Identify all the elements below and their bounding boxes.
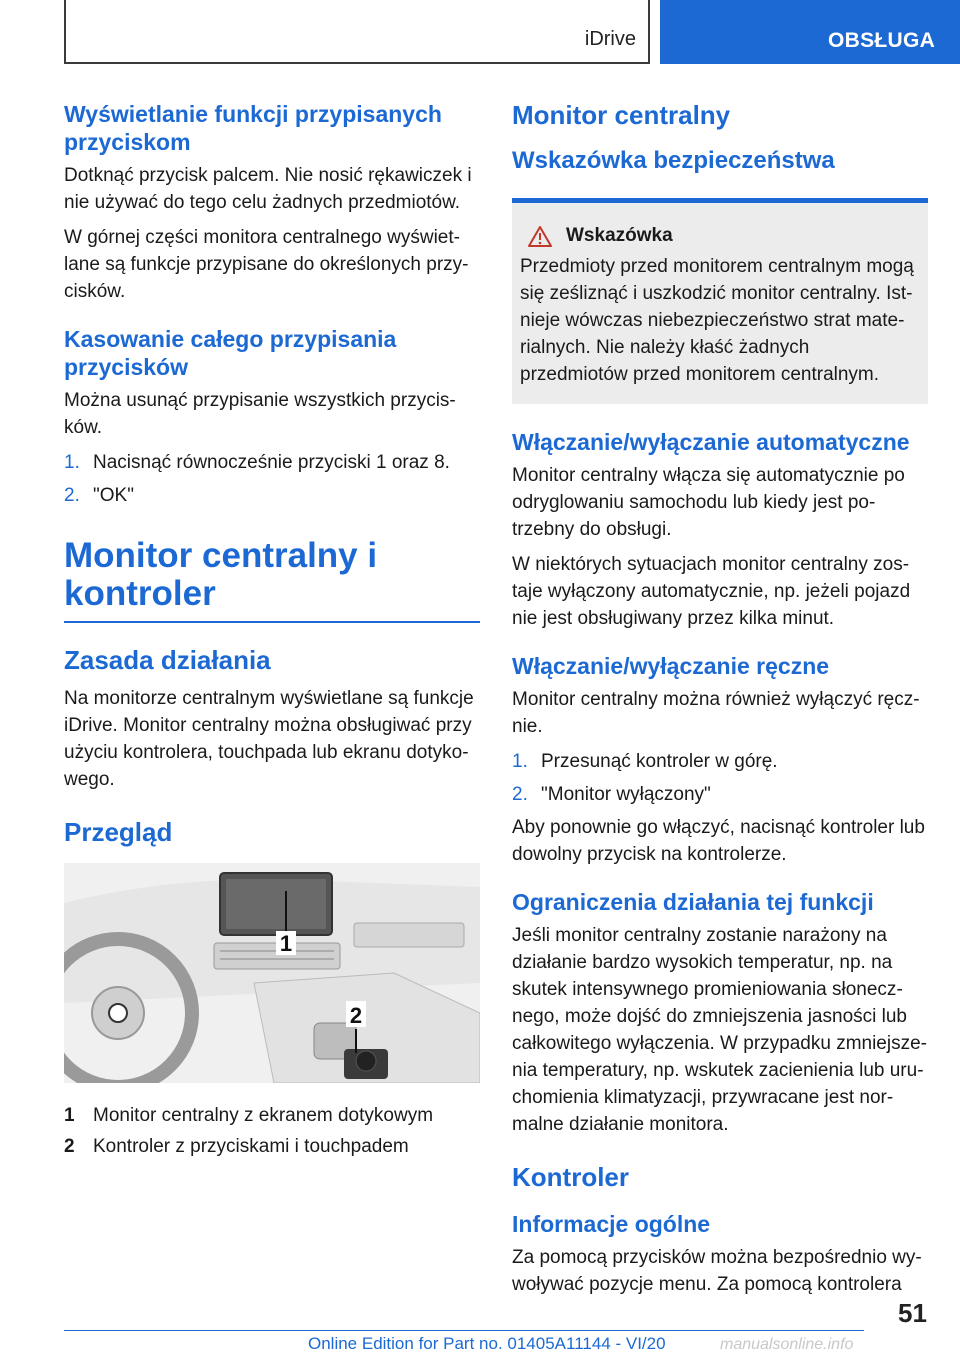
paragraph: Jeśli monitor centralny zostanie narażony na działanie bardzo wysokich temperatur, np. na skutek intensywnego promieniowania słonecznego, może dojść do zmniejszenia jasności lub całkowitego wyłączenia. W przypadku zmniejszenia temperatury, np. wskutek zacienienia lub uruchomienia klimatyzacji, przywracane jest normalne działanie monitora.: [512, 925, 927, 1135]
heading-wskazowka-bezpieczenstwa: Wskazówka bezpieczeństwa: [512, 147, 835, 174]
paragraph: Na monitorze centralnym wyświetlane są funkcje iDrive. Monitor centralny można obsługiwać przy użyciu kontrolera, touchpada lub ekranu dotykowego.: [64, 688, 474, 790]
heading-monitor-centralny: Monitor centralny: [512, 100, 731, 130]
step-text: "Monitor wyłączony": [541, 784, 711, 805]
heading-zasada-dzialania: Zasada działania: [64, 645, 271, 675]
header-section-title: iDrive: [584, 28, 636, 50]
figure-label: 1: [279, 931, 293, 956]
left-column: [64, 100, 480, 1164]
step-text: Przesunąć kontroler w górę.: [541, 751, 778, 772]
legend-number: 1: [64, 1105, 75, 1126]
paragraph: Można usunąć przypisanie wszystkich przycisków.: [64, 390, 456, 438]
legend-item: [64, 1133, 480, 1160]
heading-kontroler: Kontroler: [512, 1162, 629, 1192]
list-item: [64, 482, 480, 509]
step-number: 2.: [64, 485, 80, 506]
step-text: Nacisnąć równocześnie przyciski 1 oraz 8.: [93, 452, 450, 473]
footer-edition: Online Edition for Part no. 01405A11144 - VI/20: [308, 1334, 666, 1353]
step-text: "OK": [93, 485, 134, 506]
heading-ograniczenia: Ograniczenia działania tej funkcji: [512, 889, 874, 915]
warning-icon: [528, 225, 552, 247]
heading-wlaczanie-reczne: Włączanie/wyłączanie ręczne: [512, 653, 830, 679]
footer-divider: [64, 1330, 864, 1331]
chapter-title: Monitor centralny i kontroler: [64, 536, 378, 613]
note-text: Przedmioty przed monitorem centralnym mogą się ześliznąć i uszkodzić monitor centralny. Istnieje wówczas niebezpieczeństwo strat materialnych. Nie należy kłaść żadnych przedmiotów przed monitorem centralnym.: [520, 256, 914, 385]
watermark-text: manualsonline.info: [720, 1336, 854, 1353]
paragraph: Dotknąć przycisk palcem. Nie nosić rękawiczek i nie używać do tego celu żadnych przedmiotów.: [64, 165, 472, 213]
heading-kasowanie: Kasowanie całego przypisania przycisków: [64, 326, 397, 380]
note-title-text: Wskazówka: [566, 225, 673, 246]
paragraph: Monitor centralny włącza się automatycznie po odryglowaniu samochodu lub kiedy jest potrzebny do obsługi.: [512, 465, 905, 540]
legend-number: 2: [64, 1136, 75, 1157]
list-item: [64, 449, 480, 476]
page-number: 51: [898, 1298, 927, 1328]
paragraph: Aby ponownie go włączyć, nacisnąć kontroler lub dowolny przycisk na kontrolerze.: [512, 817, 925, 865]
header-chapter-tab: OBSŁUGA: [660, 0, 960, 64]
figure-label: 2: [349, 1003, 363, 1028]
heading-przeglad: Przegląd: [64, 817, 173, 847]
list-item: [512, 781, 928, 808]
step-number: 1.: [512, 751, 528, 772]
paragraph: W niektórych sytuacjach monitor centralny zostaje wyłączony automatycznie, np. jeżeli pojazd nie jest obsługiwany przez kilka minut.: [512, 554, 911, 629]
safety-note-box: [512, 198, 928, 404]
cockpit-illustration: [64, 863, 480, 1083]
step-number: 2.: [512, 784, 528, 805]
heading-funkcje-przyciskow: Wyświetlanie funkcji przypisanych przyciskom: [64, 101, 442, 155]
heading-informacje-ogolne: Informacje ogólne: [512, 1211, 711, 1237]
list-item: [512, 748, 928, 775]
legend-item: [64, 1102, 480, 1129]
legend-text: Monitor centralny z ekranem dotykowym: [93, 1105, 434, 1126]
note-title: [520, 225, 920, 247]
paragraph: W górnej części monitora centralnego wyświetlane są funkcje przypisane do określonych przycisków.: [64, 227, 469, 302]
step-number: 1.: [64, 452, 80, 473]
heading-wlaczanie-automatyczne: Włączanie/wyłączanie automatyczne: [512, 429, 910, 455]
paragraph: Monitor centralny można również wyłączyć ręcznie.: [512, 689, 920, 737]
legend-text: Kontroler z przyciskami i touchpadem: [93, 1136, 409, 1157]
right-column: [512, 100, 928, 1306]
paragraph: Za pomocą przycisków można bezpośrednio wywoływać pozycje menu. Za pomocą kontrolera: [512, 1247, 922, 1295]
